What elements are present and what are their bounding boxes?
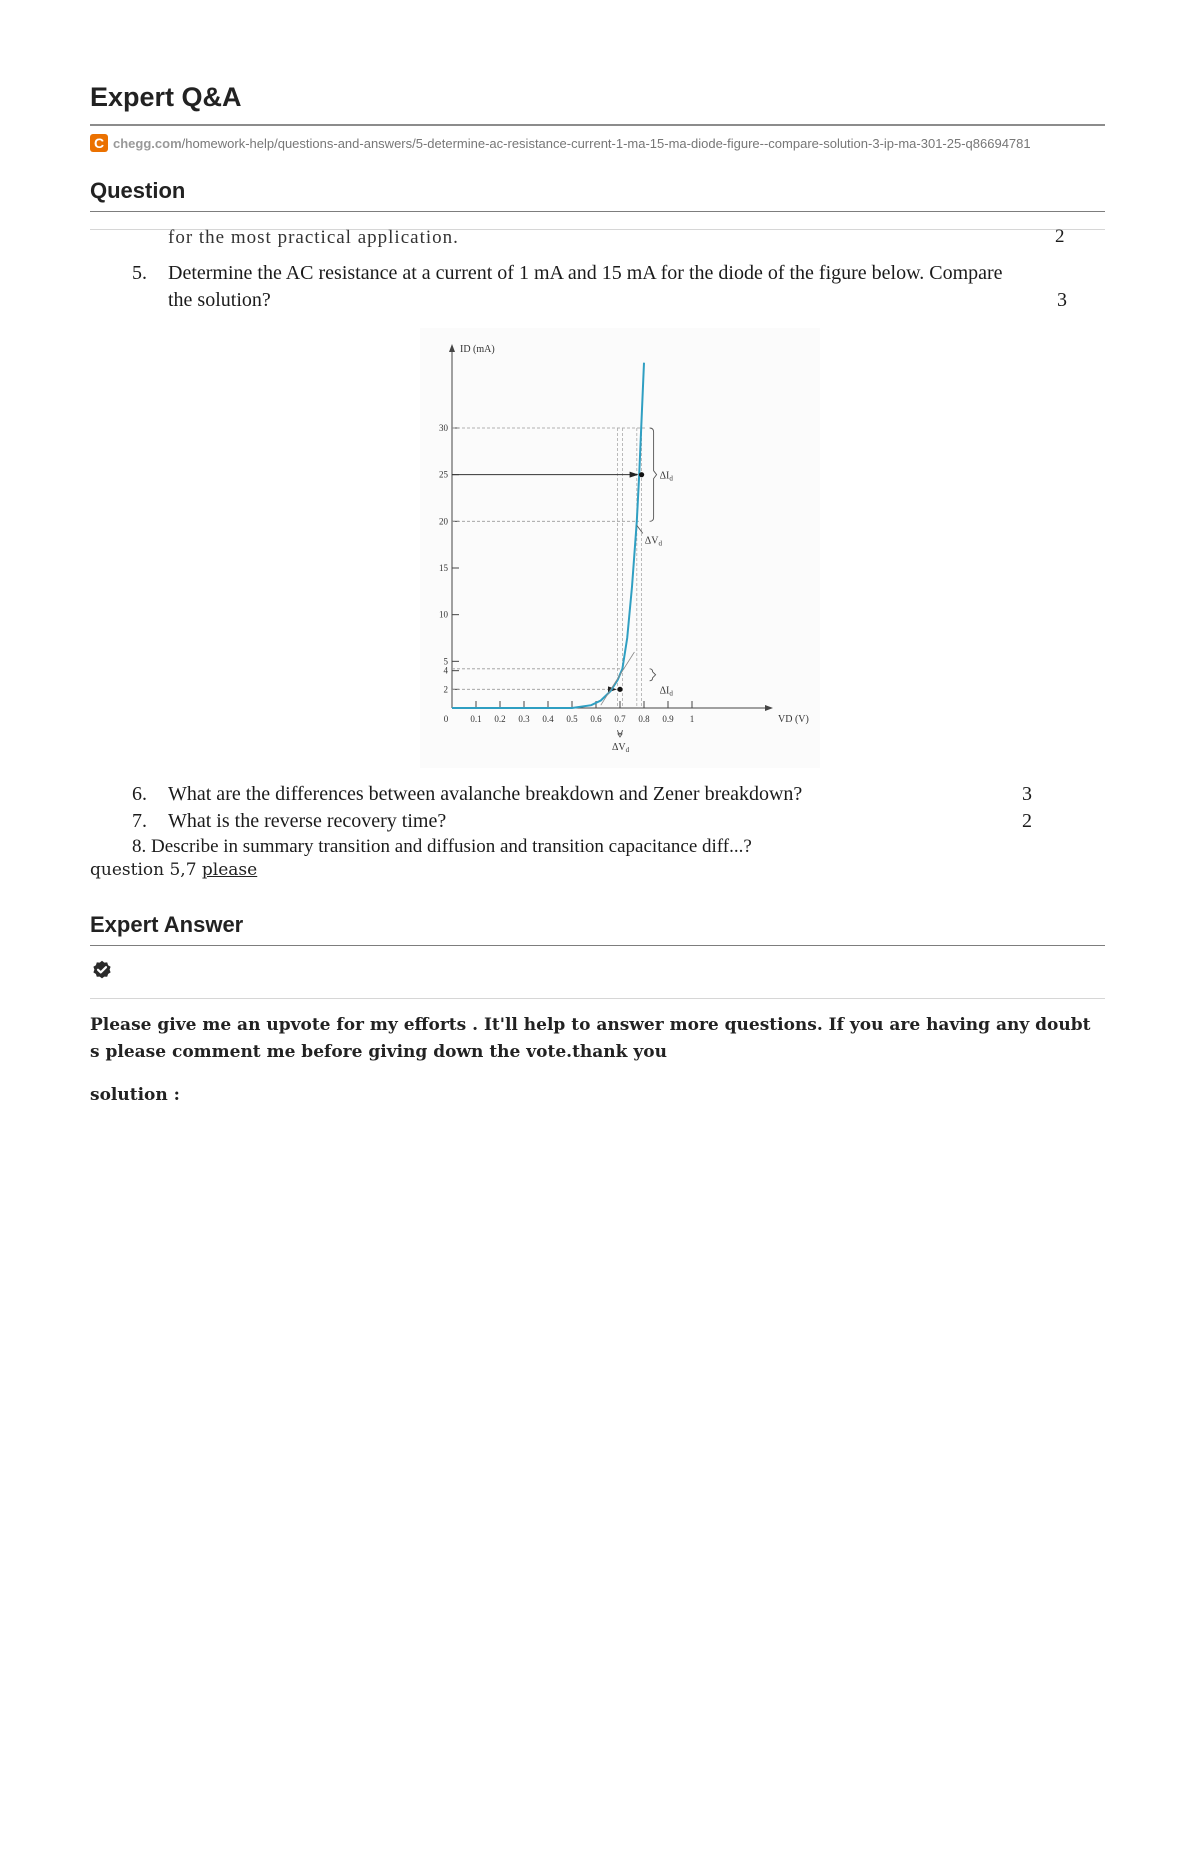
label-delta-id-upper: $\Delta I_d$ (659, 470, 673, 483)
y-tick-label: 15 (439, 563, 448, 573)
verified-badge-icon (92, 960, 112, 980)
y-axis-label: ID (mA) (460, 344, 495, 355)
answer-solution-label: solution : (90, 1085, 180, 1105)
question-comment (90, 860, 257, 880)
question-text-continued: the solution? (168, 289, 271, 311)
answer-heading: Expert Answer (90, 912, 244, 937)
y-tick-label: 30 (439, 423, 448, 433)
y-tick-label: 2 (443, 684, 448, 695)
label-delta-id-lower: $\Delta I_d$ (659, 685, 673, 698)
y-tick-label: 25 (439, 469, 448, 480)
answer-divider (90, 945, 1105, 946)
x-tick-label: 0.4 (542, 714, 554, 724)
chegg-logo-icon: C (90, 134, 108, 152)
x-tick-label: 0.3 (518, 714, 530, 724)
operating-point (617, 687, 622, 692)
question-text: Determine the AC resistance at a current of 1 mA and 15 mA for the diode of the figure below. Compare (168, 262, 1003, 284)
source-path: /homework-help/questions-and-answers/5-determine-ac-resistance-current-1-ma-15-ma-diode-figure--compare-solution-3-ip-ma-301-25-q86694781 (181, 135, 1031, 151)
x-origin-label: 0 (443, 714, 449, 724)
x-tick-label: 0.8 (638, 714, 650, 724)
y-tick-label: 20 (439, 516, 448, 527)
x-tick-label: 0.1 (470, 714, 482, 724)
answer-body-divider (90, 998, 1105, 999)
y-tick-label: 5 (443, 656, 448, 667)
question-image (90, 226, 1105, 857)
x-tick-label: 0.9 (662, 714, 674, 724)
cut-off-mark-top: 2 (1055, 226, 1065, 247)
label-delta-vd-lower: $\Delta V_d$ (612, 742, 630, 754)
question-marks: 3 (1057, 289, 1067, 311)
cut-off-text-bottom: 8. Describe in summary transition and diffusion and transition capacitance diff...? (132, 836, 752, 857)
x-tick-label: 1 (689, 714, 695, 724)
chart-svg (420, 328, 820, 768)
question-text: What is the reverse recovery time? (168, 810, 447, 832)
question-comment-link[interactable]: please (201, 860, 258, 880)
y-tick-label: 4 (443, 665, 448, 676)
question-marks: 2 (1022, 810, 1032, 832)
cut-off-text-top: for the most practical application. (168, 227, 459, 248)
question-marks: 3 (1022, 783, 1032, 805)
y-tick-label: 10 (439, 609, 448, 620)
question-divider (90, 211, 1105, 212)
x-tick-label: 0.7 (614, 714, 626, 724)
question-comment-text: question 5,7 (90, 860, 202, 880)
diode-characteristic-chart (420, 328, 820, 768)
question-number: 7. (132, 810, 147, 832)
x-tick-label: 0.5 (566, 714, 578, 724)
label-delta-vd-upper: $\Delta V_d$ (644, 535, 662, 548)
source-domain: chegg.com (113, 135, 182, 151)
answer-text: Please give me an upvote for my efforts . It'll help to answer more questions. If you are having any doubt s please comment me before giving down the vote.thank you (90, 1015, 1091, 1062)
question-heading: Question (90, 178, 186, 203)
question-number: 5. (132, 262, 147, 284)
x-tick-label: 0.2 (494, 714, 506, 724)
page-title: Expert Q&A (90, 82, 242, 112)
title-divider (90, 124, 1105, 126)
operating-point (639, 472, 644, 477)
question-number: 6. (132, 783, 147, 805)
source-link[interactable] (90, 133, 1031, 153)
question-text: What are the differences between avalanche breakdown and Zener breakdown? (168, 783, 803, 805)
x-tick-label: 0.6 (590, 714, 602, 724)
x-axis-label: VD (V) (778, 714, 809, 725)
